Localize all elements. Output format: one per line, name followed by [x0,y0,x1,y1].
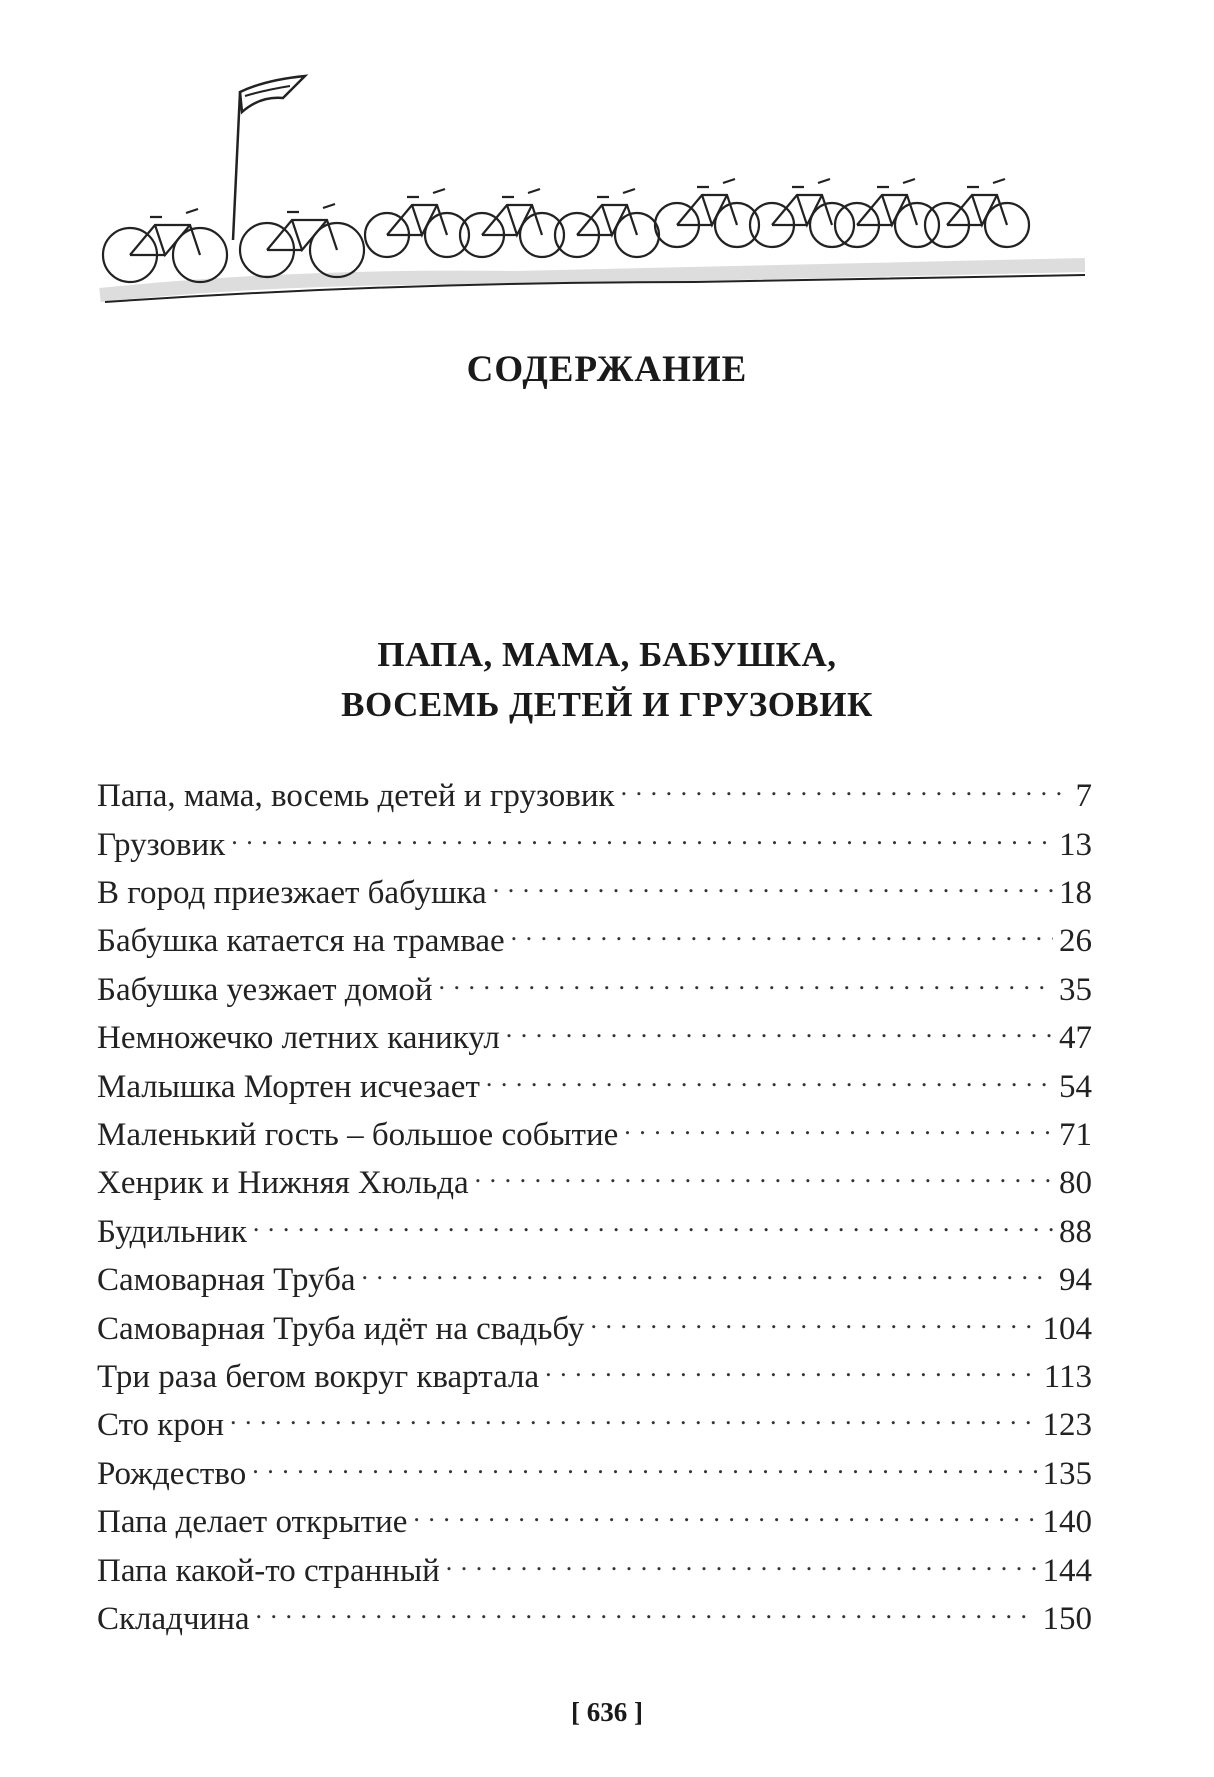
toc-entry-page: 150 [1042,1600,1092,1637]
toc-entry-page: 80 [1059,1165,1092,1202]
toc-entry-title: Рождество [97,1455,247,1492]
toc-entry-page: 26 [1059,923,1092,960]
bicycle-drawing [103,209,227,282]
toc-entry [97,1109,1092,1157]
toc-entry-page: 104 [1042,1310,1092,1347]
toc-entry [97,867,1092,915]
toc-entry-title: Самоварная Труба идёт на свадьбу [97,1310,585,1347]
toc-leader-dots [230,1399,1036,1435]
toc-entry-title: Складчина [97,1600,250,1637]
page-number: [ 636 ] [571,1697,643,1727]
bicycle-drawing [555,189,659,257]
page-title: СОДЕРЖАНИЕ [466,349,748,390]
toc-leader-dots [545,1351,1038,1387]
toc-entry-page: 135 [1042,1455,1092,1492]
toc-entry [97,1351,1092,1399]
toc-entry [97,1496,1092,1544]
toc-leader-dots [624,1109,1053,1145]
toc-entry-page: 140 [1042,1504,1092,1541]
toc-entry-title: Грузовик [97,826,226,863]
toc-entry-title: Малышка Мортен исчезает [97,1068,480,1105]
toc-entry-title: Хенрик и Нижняя Хюльда [97,1165,469,1202]
toc-entry-title: Папа делает открытие [97,1504,408,1541]
toc-entry-page: 47 [1059,1020,1092,1057]
section-title-line-1: ПАПА, МАМА, БАБУШКА, [377,635,837,674]
bicycle-drawing [460,189,564,257]
toc-entry-title: Маленький гость – большое событие [97,1117,619,1154]
toc-leader-dots [252,1447,1036,1483]
toc-entry [97,770,1092,818]
toc-entry-page: 54 [1059,1068,1092,1105]
toc-entry-page: 18 [1059,875,1092,912]
toc-entry-page: 94 [1059,1262,1092,1299]
toc-leader-dots [511,915,1053,951]
toc-entry-page: 88 [1059,1213,1092,1250]
toc-entry-page: 144 [1042,1552,1092,1589]
toc-entry-page: 71 [1059,1117,1092,1154]
toc-entry-page: 13 [1059,826,1092,863]
toc-entry [97,1593,1092,1641]
toc-entry [97,964,1092,1012]
toc-entry-title: В город приезжает бабушка [97,875,487,912]
toc-entry-title: Бабушка уезжает домой [97,971,433,1008]
toc-entry [97,1447,1092,1495]
toc-entry-page: 7 [1075,778,1092,815]
toc-entry [97,1544,1092,1592]
toc-entry-title: Папа какой-то странный [97,1552,440,1589]
toc-entry-title: Самоварная Труба [97,1262,356,1299]
toc-leader-dots [493,867,1053,903]
toc-entry [97,1012,1092,1060]
toc-leader-dots [439,964,1054,1000]
toc-entry [97,1157,1092,1205]
toc-leader-dots [231,818,1053,854]
toc-entry [97,1399,1092,1447]
toc-leader-dots [506,1012,1053,1048]
toc-entry [97,1060,1092,1108]
bicycle-drawing [365,189,469,257]
toc-entry [97,1206,1092,1254]
toc-leader-dots [590,1302,1036,1338]
bicycle-drawing [925,179,1029,247]
toc-entry-title: Будильник [97,1213,247,1250]
bicycle-drawing [655,179,759,247]
toc-leader-dots [621,770,1070,806]
toc-leader-dots [413,1496,1036,1532]
toc-entry-title: Сто крон [97,1407,225,1444]
section-title [0,630,1214,730]
toc-entry [97,915,1092,963]
toc-leader-dots [486,1060,1053,1096]
toc-entry [97,1302,1092,1350]
table-of-contents [97,770,1092,1641]
toc-entry-title: Три раза бегом вокруг квартала [97,1358,540,1395]
toc-entry-title: Немножечко летних каникул [97,1020,500,1057]
toc-entry-page: 35 [1059,971,1092,1008]
bicycles-illustration [95,50,1105,310]
toc-entry-page: 123 [1042,1407,1092,1444]
toc-leader-dots [362,1254,1053,1290]
toc-entry-title: Бабушка катается на трамвае [97,923,505,960]
toc-entry [97,1254,1092,1302]
toc-leader-dots [475,1157,1053,1193]
toc-leader-dots [253,1206,1053,1242]
toc-leader-dots [446,1544,1037,1580]
section-title-line-2: ВОСЕМЬ ДЕТЕЙ И ГРУЗОВИК [341,685,873,724]
toc-entry-title: Папа, мама, восемь детей и грузовик [97,778,615,815]
toc-entry [97,818,1092,866]
bicycle-drawing [240,204,364,277]
toc-leader-dots [256,1593,1037,1629]
toc-entry-page: 113 [1043,1358,1092,1395]
